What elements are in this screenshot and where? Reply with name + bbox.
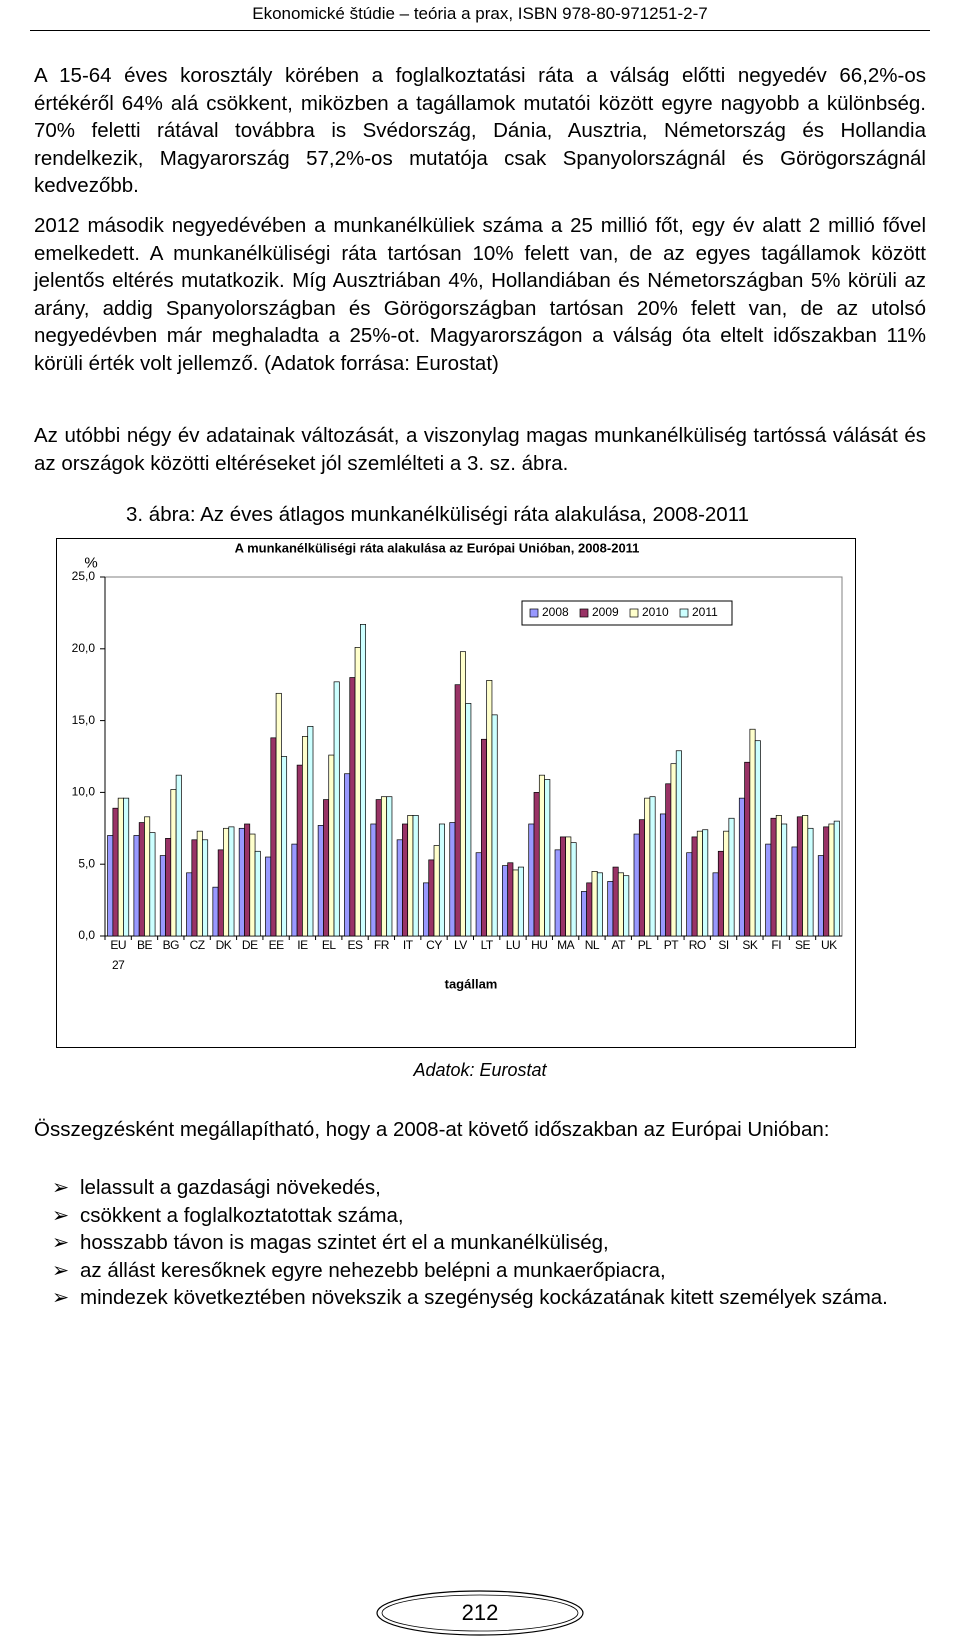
bar-2010 bbox=[276, 693, 281, 936]
chart-container bbox=[56, 538, 856, 1048]
bar-2011 bbox=[308, 726, 313, 936]
bar-2010 bbox=[460, 652, 465, 936]
figure-caption: 3. ábra: Az éves átlagos munkanélküliségi ráta alakulása, 2008-2011 bbox=[126, 503, 749, 526]
page-number: 212 bbox=[461, 1600, 499, 1625]
bar-2008 bbox=[423, 883, 428, 936]
bar-2009 bbox=[244, 824, 249, 936]
bar-2008 bbox=[818, 856, 823, 936]
summary-bullet-item bbox=[52, 1202, 932, 1230]
x-tick-label: LU bbox=[505, 938, 521, 952]
bar-2008 bbox=[476, 853, 481, 936]
x-tick-label: HU bbox=[531, 938, 548, 952]
bar-2009 bbox=[560, 837, 565, 936]
bar-2010 bbox=[197, 831, 202, 936]
summary-bullet-item bbox=[52, 1229, 932, 1257]
bar-2009 bbox=[166, 838, 171, 936]
legend-label: 2010 bbox=[642, 605, 669, 620]
bar-2011 bbox=[281, 757, 286, 937]
bar-2011 bbox=[255, 851, 260, 936]
bar-2009 bbox=[139, 823, 144, 936]
x-tick-label: CZ bbox=[189, 938, 205, 952]
bar-2009 bbox=[192, 840, 197, 936]
y-tick-label: 5,0 bbox=[78, 856, 95, 871]
x-tick-label: 27 bbox=[111, 958, 125, 972]
arrow-bullet-icon: ➢ bbox=[52, 1231, 70, 1254]
bar-2010 bbox=[645, 798, 650, 936]
bar-2009 bbox=[797, 817, 802, 936]
x-tick-label: LT bbox=[480, 938, 493, 952]
bar-2008 bbox=[187, 873, 192, 936]
x-tick-label: IT bbox=[402, 938, 413, 952]
bullet-text: hosszabb távon is magas szintet ért el a munkanélküliség, bbox=[80, 1231, 609, 1254]
bar-2011 bbox=[334, 682, 339, 936]
bar-2010 bbox=[487, 680, 492, 936]
arrow-bullet-icon: ➢ bbox=[52, 1258, 70, 1282]
bar-2008 bbox=[318, 825, 323, 936]
bar-2011 bbox=[360, 624, 365, 936]
x-tick-label: MA bbox=[557, 938, 575, 952]
bar-2010 bbox=[803, 815, 808, 936]
page-number-badge bbox=[374, 1588, 586, 1638]
bar-2009 bbox=[587, 883, 592, 936]
y-tick-label: 10,0 bbox=[71, 784, 95, 799]
x-tick-label: SK bbox=[742, 938, 758, 952]
bar-2009 bbox=[350, 678, 355, 936]
bar-2011 bbox=[729, 818, 734, 936]
x-tick-label: EE bbox=[268, 938, 284, 952]
x-tick-label: DE bbox=[241, 938, 258, 952]
bar-2011 bbox=[439, 824, 444, 936]
bar-2009 bbox=[613, 867, 618, 936]
bar-2011 bbox=[518, 867, 523, 936]
bar-2008 bbox=[134, 835, 139, 936]
arrow-bullet-icon: ➢ bbox=[52, 1176, 70, 1199]
summary-bullet-item bbox=[52, 1174, 932, 1202]
arrow-bullet-icon: ➢ bbox=[52, 1203, 70, 1227]
bar-2008 bbox=[608, 881, 613, 936]
bar-2010 bbox=[724, 831, 729, 936]
bar-2008 bbox=[397, 840, 402, 936]
bar-2008 bbox=[239, 828, 244, 936]
bullet-text: az állást keresőknek egyre nehezebb belépni a munkaerőpiacra, bbox=[80, 1258, 666, 1282]
bar-2011 bbox=[703, 830, 708, 936]
bar-2010 bbox=[171, 790, 176, 936]
bar-2011 bbox=[650, 797, 655, 936]
bar-2010 bbox=[250, 834, 255, 936]
bar-2011 bbox=[545, 779, 550, 936]
legend-label: 2008 bbox=[542, 605, 569, 620]
bar-2011 bbox=[150, 833, 155, 936]
bar-2009 bbox=[323, 800, 328, 936]
summary-bullet-item bbox=[52, 1284, 932, 1312]
bar-2009 bbox=[271, 738, 276, 936]
bar-2008 bbox=[502, 866, 507, 936]
paragraph-unemployment: 2012 második negyedévében a munkanélküliek száma a 25 millió főt, egy év alatt 2 millió fővel emelkedett. A munkanélküliségi ráta tartósan 10% felett van, de az egyes tagállamok között jelentős eltérés mutatkozik. Míg Ausztriában 4%, Hollandiában és Németországban 5% körüli az arány, addig Spanyolországban és Görögországban tartósan 20% felett van, de az utolsó negyedévben már meghaladta a 25%-ot. Magyarországon a válság óta eltelt időszakban 11% körüli érték volt jellemző. (Adatok forrása: Eurostat) bbox=[34, 214, 926, 375]
bar-2010 bbox=[592, 871, 597, 936]
summary-bullet-list bbox=[52, 1174, 932, 1312]
bar-2009 bbox=[508, 863, 513, 936]
bar-2010 bbox=[355, 647, 360, 936]
bar-2011 bbox=[624, 876, 629, 936]
header-rule bbox=[30, 30, 930, 31]
legend-label: 2009 bbox=[592, 605, 619, 620]
bar-2010 bbox=[566, 837, 571, 936]
bar-2010 bbox=[329, 755, 334, 936]
bar-2008 bbox=[634, 834, 639, 936]
bar-2011 bbox=[808, 828, 813, 936]
bar-2009 bbox=[297, 765, 302, 936]
paragraph-summary: Összegzésként megállapítható, hogy a 2008-at követő időszakban az Európai Unióban: bbox=[34, 1118, 830, 1141]
bar-2011 bbox=[387, 797, 392, 936]
bar-2009 bbox=[666, 784, 671, 936]
bar-2010 bbox=[671, 764, 676, 936]
bar-2011 bbox=[834, 821, 839, 936]
legend-swatch-2011 bbox=[680, 609, 688, 617]
bar-2008 bbox=[450, 823, 455, 936]
paragraph-employment: A 15-64 éves korosztály körében a foglalkoztatási ráta a válság előtti negyedév 66,2%-os értékéről 64% alá csökkent, miközben a tagállamok mutatói között egyre nagyobb a különbség. 70% feletti rátával továbbra is Svédország, Dánia, Ausztria, Németország és Hollandia rendelkezik, Magyarország 57,2%-os mutatója csak Spanyolországnál és Görögországnál kedvezőbb. bbox=[34, 64, 926, 197]
chart-y-axis-label: % bbox=[84, 554, 98, 572]
header-text: Ekonomické štúdie – teória a prax, ISBN 978-80-971251-2-7 bbox=[252, 4, 708, 23]
x-tick-label: EU bbox=[110, 938, 126, 952]
x-tick-label: BG bbox=[162, 938, 179, 952]
y-tick-label: 0,0 bbox=[78, 928, 95, 943]
bar-2011 bbox=[229, 827, 234, 936]
x-tick-label: NL bbox=[584, 938, 600, 952]
legend-swatch-2010 bbox=[630, 609, 638, 617]
unemployment-bar-chart bbox=[57, 539, 857, 1049]
bar-2009 bbox=[718, 851, 723, 936]
legend-label: 2011 bbox=[692, 605, 718, 620]
x-tick-label: EL bbox=[321, 938, 336, 952]
bar-2011 bbox=[755, 741, 760, 936]
bar-2011 bbox=[202, 840, 207, 936]
x-tick-label: FR bbox=[373, 938, 389, 952]
bar-2011 bbox=[676, 751, 681, 936]
bar-2010 bbox=[829, 824, 834, 936]
bar-2010 bbox=[539, 775, 544, 936]
bar-2010 bbox=[697, 831, 702, 936]
bar-2008 bbox=[739, 798, 744, 936]
bar-2008 bbox=[292, 844, 297, 936]
bar-2008 bbox=[108, 835, 113, 936]
legend-swatch-2009 bbox=[580, 609, 588, 617]
y-tick-label: 15,0 bbox=[71, 712, 95, 727]
bar-2009 bbox=[455, 685, 460, 936]
x-tick-label: FI bbox=[771, 938, 782, 952]
x-tick-label: SI bbox=[718, 938, 729, 952]
bar-2011 bbox=[413, 815, 418, 936]
bar-2010 bbox=[223, 828, 228, 936]
x-tick-label: UK bbox=[821, 938, 837, 952]
bar-2010 bbox=[750, 729, 755, 936]
bar-2011 bbox=[597, 873, 602, 936]
bar-2010 bbox=[381, 797, 386, 936]
bar-2010 bbox=[776, 815, 781, 936]
bar-2010 bbox=[144, 817, 149, 936]
bar-2011 bbox=[123, 798, 128, 936]
bar-2010 bbox=[118, 798, 123, 936]
bar-2008 bbox=[766, 844, 771, 936]
bar-2011 bbox=[571, 843, 576, 936]
bar-2011 bbox=[176, 775, 181, 936]
bar-2008 bbox=[344, 774, 349, 936]
x-tick-label: CY bbox=[426, 938, 442, 952]
bar-2008 bbox=[660, 814, 665, 936]
bar-2008 bbox=[687, 853, 692, 936]
bar-2011 bbox=[466, 703, 471, 936]
bar-2009 bbox=[481, 739, 486, 936]
x-tick-label: IE bbox=[297, 938, 308, 952]
legend-swatch-2008 bbox=[530, 609, 538, 617]
bar-2011 bbox=[492, 715, 497, 936]
paragraph-figure-intro: Az utóbbi négy év adatainak változását, a viszonylag magas munkanélküliség tartóssá válását és az országok közötti eltéréseket jól szemlélteti a 3. sz. ábra. bbox=[34, 424, 926, 475]
chart-x-axis-label: tagállam bbox=[444, 976, 498, 992]
bar-2009 bbox=[402, 824, 407, 936]
bar-2009 bbox=[218, 850, 223, 936]
x-tick-label: AT bbox=[611, 938, 625, 952]
x-tick-label: LV bbox=[453, 938, 467, 952]
bar-2009 bbox=[534, 792, 539, 936]
bar-2010 bbox=[302, 736, 307, 936]
bar-2010 bbox=[408, 815, 413, 936]
bar-2008 bbox=[371, 824, 376, 936]
bar-2009 bbox=[692, 837, 697, 936]
bar-2008 bbox=[529, 824, 534, 936]
x-tick-label: ES bbox=[347, 938, 363, 952]
bar-2009 bbox=[745, 762, 750, 936]
x-tick-label: DK bbox=[215, 938, 232, 952]
chart-title: A munkanélküliségi ráta alakulása az Európai Unióban, 2008-2011 bbox=[234, 540, 640, 556]
bar-2008 bbox=[213, 887, 218, 936]
y-tick-label: 20,0 bbox=[71, 640, 95, 655]
x-tick-label: BE bbox=[136, 938, 152, 952]
y-tick-label: 25,0 bbox=[71, 569, 95, 584]
bar-2011 bbox=[781, 824, 786, 936]
bullet-text: mindezek következtében növekszik a szegénység kockázatának kitett személyek száma. bbox=[80, 1286, 888, 1309]
bar-2010 bbox=[618, 873, 623, 936]
x-tick-label: SE bbox=[795, 938, 811, 952]
bar-2009 bbox=[113, 808, 118, 936]
bullet-text: csökkent a foglalkoztatottak száma, bbox=[80, 1203, 404, 1227]
summary-bullet-item bbox=[52, 1257, 932, 1285]
bullet-text: lelassult a gazdasági növekedés, bbox=[80, 1176, 381, 1199]
bar-2008 bbox=[713, 873, 718, 936]
page-header bbox=[0, 0, 960, 33]
x-tick-label: PT bbox=[663, 938, 679, 952]
bar-2010 bbox=[434, 846, 439, 936]
bar-2009 bbox=[376, 800, 381, 936]
figure-source: Adatok: Eurostat bbox=[413, 1060, 547, 1080]
bar-2009 bbox=[639, 820, 644, 936]
bar-2010 bbox=[513, 870, 518, 936]
bar-2009 bbox=[771, 818, 776, 936]
bar-2008 bbox=[265, 857, 270, 936]
bar-2008 bbox=[555, 850, 560, 936]
x-tick-label: RO bbox=[688, 938, 706, 952]
bar-2009 bbox=[824, 827, 829, 936]
bar-2008 bbox=[792, 847, 797, 936]
bar-2008 bbox=[160, 856, 165, 936]
bar-2008 bbox=[581, 891, 586, 936]
x-tick-label: PL bbox=[637, 938, 652, 952]
arrow-bullet-icon: ➢ bbox=[52, 1286, 70, 1309]
bar-2009 bbox=[429, 860, 434, 936]
